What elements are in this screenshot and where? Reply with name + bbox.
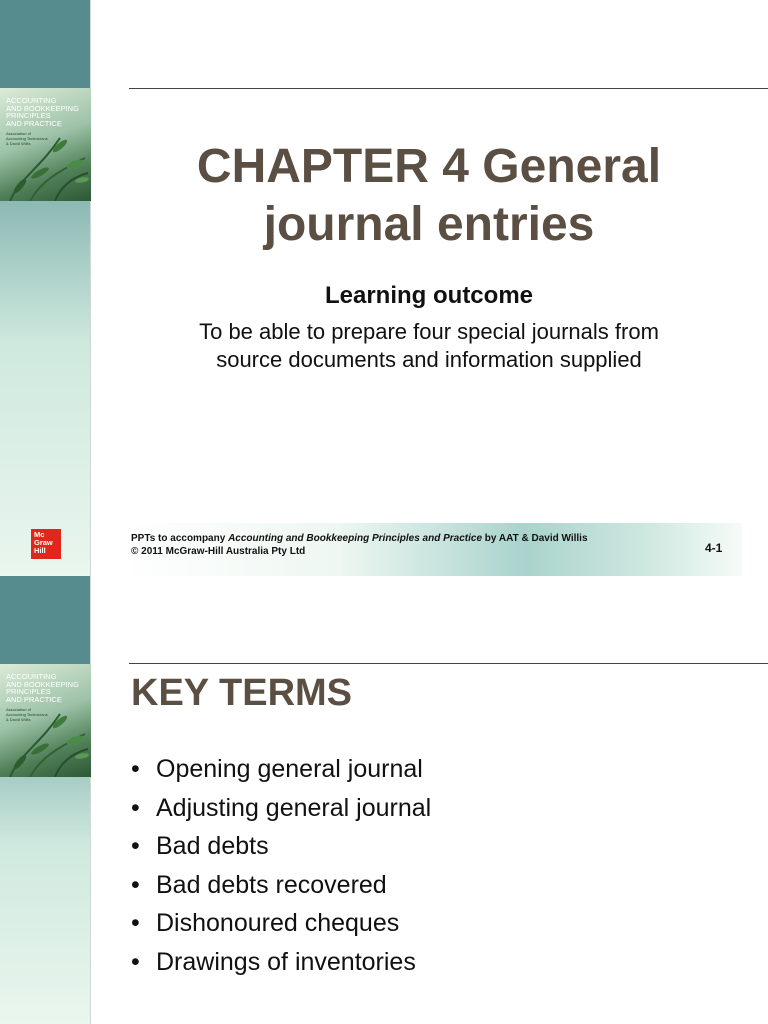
book-cover-subtitle: Association of Accounting Technicians & David Willis xyxy=(6,131,48,146)
mcgraw-hill-logo: Mc Graw Hill xyxy=(31,529,61,559)
key-terms-list xyxy=(131,750,431,981)
book-cover-thumbnail xyxy=(0,88,91,201)
book-cover-title: ACCOUNTING AND BOOKKEEPING PRINCIPLES AND PRACTICE xyxy=(6,672,79,704)
key-terms-title: KEY TERMS xyxy=(131,672,353,714)
chapter-title: CHAPTER 4 General journal entries xyxy=(196,140,662,251)
copyright: © 2011 McGraw-Hill Australia Pty Ltd xyxy=(131,546,306,557)
sidebar xyxy=(0,0,91,576)
sidebar xyxy=(0,576,91,1024)
plant-illustration-icon xyxy=(0,704,91,777)
list-item: • Adjusting general journal xyxy=(131,789,431,828)
slide-footer: PPTs to accompany Accounting and Bookkeeping Principles and Practice by AAT & David Willis © 2011 McGraw-Hill Australia Pty Ltd xyxy=(131,532,671,558)
list-item: • Bad debts xyxy=(131,827,431,866)
list-item: • Drawings of inventories xyxy=(131,943,431,982)
title-divider xyxy=(129,88,768,89)
sidebar-header xyxy=(0,0,91,88)
list-item: • Opening general journal xyxy=(131,750,431,789)
learning-outcome-heading: Learning outcome xyxy=(324,282,534,309)
page-number: 4-1 xyxy=(705,541,723,555)
book-cover-thumbnail xyxy=(0,664,91,777)
learning-outcome-text: To be able to prepare four special journals from source documents and information supplied xyxy=(199,319,659,372)
plant-illustration-icon xyxy=(0,128,91,201)
title-divider xyxy=(129,663,768,664)
book-title: Accounting and Bookkeeping Principles and Practice xyxy=(228,533,483,544)
list-item: • Bad debts recovered xyxy=(131,866,431,905)
list-item: • Dishonoured cheques xyxy=(131,904,431,943)
book-cover-subtitle: Association of Accounting Technicians & David Willis xyxy=(6,707,48,722)
book-cover-title: ACCOUNTING AND BOOKKEEPING PRINCIPLES AND PRACTICE xyxy=(6,96,79,128)
sidebar-header xyxy=(0,576,91,664)
